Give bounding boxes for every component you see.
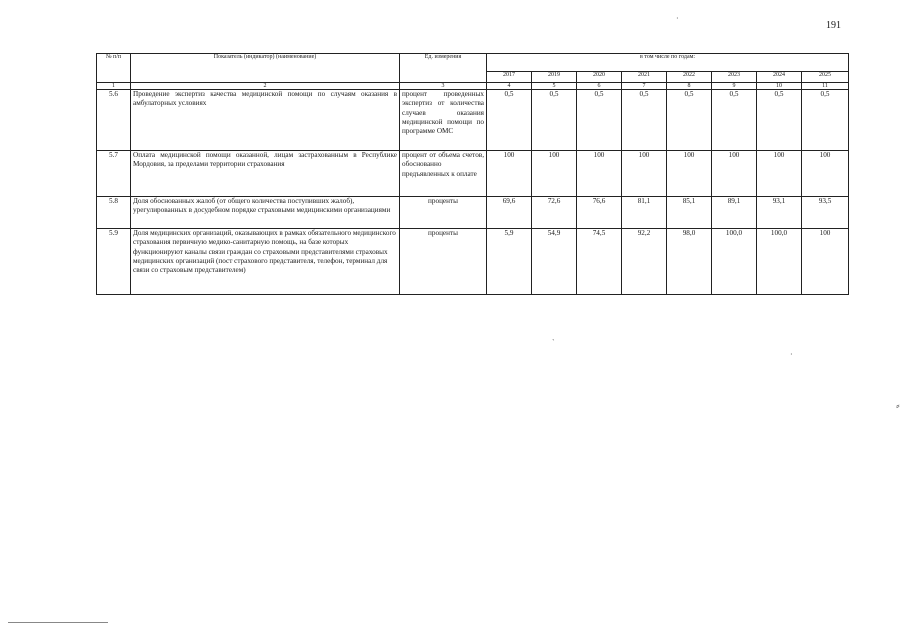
row-value: 100,0 (757, 229, 802, 295)
row-value: 100 (487, 151, 532, 197)
row-value: 98,0 (667, 229, 712, 295)
header-year: 2020 (577, 72, 622, 83)
row-num: 5.9 (97, 229, 131, 295)
row-unit: проценты (400, 229, 487, 295)
row-value: 100 (757, 151, 802, 197)
header-year: 2019 (532, 72, 577, 83)
column-index: 5 (532, 83, 577, 90)
row-name: Доля обоснованных жалоб (от общего количества поступивших жалоб), урегулированных в досудебном порядке страховыми медицинскими организациями (131, 197, 400, 229)
row-unit: процент от объема счетов, обоснованно предъявленных к оплате (400, 151, 487, 197)
header-year: 2023 (712, 72, 757, 83)
header-num: № п/п (97, 54, 131, 83)
row-value: 0,5 (757, 90, 802, 151)
header-year: 2022 (667, 72, 712, 83)
row-value: 74,5 (577, 229, 622, 295)
table-row (97, 229, 849, 295)
header-unit: Ед. измерения (400, 54, 487, 83)
row-value: 92,2 (622, 229, 667, 295)
column-index: 10 (757, 83, 802, 90)
row-unit: проценты (400, 197, 487, 229)
column-index: 2 (131, 83, 400, 90)
table-row (97, 90, 849, 151)
header-year: 2021 (622, 72, 667, 83)
row-value: 0,5 (532, 90, 577, 151)
row-value: 100 (622, 151, 667, 197)
row-num: 5.8 (97, 197, 131, 229)
row-num: 5.7 (97, 151, 131, 197)
row-value: 100 (532, 151, 577, 197)
header-years-caption: в том числе по годам: (487, 54, 849, 72)
row-value: 5,9 (487, 229, 532, 295)
column-index-row (97, 83, 849, 90)
row-value: 81,1 (622, 197, 667, 229)
header-year: 2017 (487, 72, 532, 83)
row-name: Оплата медицинской помощи оказанной, лицам застрахованным в Республике Мордовия, за пределами территории страхования (131, 151, 400, 197)
column-index: 11 (802, 83, 849, 90)
table-row (97, 151, 849, 197)
row-value: 100 (577, 151, 622, 197)
column-index: 3 (400, 83, 487, 90)
column-index: 7 (622, 83, 667, 90)
header-year: 2024 (757, 72, 802, 83)
scan-line (8, 622, 108, 623)
row-value: 100 (667, 151, 712, 197)
scan-speck: ˋ (552, 338, 555, 347)
row-value: 100 (802, 151, 849, 197)
column-index: 8 (667, 83, 712, 90)
row-value: 72,6 (532, 197, 577, 229)
row-value: 93,5 (802, 197, 849, 229)
row-value: 100 (802, 229, 849, 295)
row-value: 69,6 (487, 197, 532, 229)
row-value: 0,5 (802, 90, 849, 151)
row-name: Проведение экспертиз качества медицинской помощи по случаям оказания в амбулаторных условиях (131, 90, 400, 151)
scan-speck: · (676, 14, 679, 23)
row-value: 0,5 (487, 90, 532, 151)
row-value: 0,5 (712, 90, 757, 151)
row-value: 54,9 (532, 229, 577, 295)
row-value: 100 (712, 151, 757, 197)
row-value: 85,1 (667, 197, 712, 229)
row-value: 0,5 (622, 90, 667, 151)
column-index: 9 (712, 83, 757, 90)
row-value: 89,1 (712, 197, 757, 229)
column-index: 1 (97, 83, 131, 90)
page-number: 191 (826, 20, 841, 31)
scan-speck: · (790, 350, 793, 359)
row-unit: процент проведенных экспертиз от количества случаев оказания медицинской помощи по программе ОМС (400, 90, 487, 151)
row-value: 0,5 (577, 90, 622, 151)
row-value: 0,5 (667, 90, 712, 151)
indicators-table (96, 53, 849, 295)
row-name: Доля медицинских организаций, оказывающих в рамках обязательного медицинского страхования первичную медико-санитарную помощь, на базе которых функционируют каналы связи граждан со страховыми представителями страховых медицинских организаций (пост страхового представителя, телефон, терминал для связи со страховым представителем) (131, 229, 400, 295)
table-row (97, 197, 849, 229)
column-index: 4 (487, 83, 532, 90)
row-value: 100,0 (712, 229, 757, 295)
scan-speck: ⸗ (896, 400, 900, 412)
header-year: 2025 (802, 72, 849, 83)
row-value: 76,6 (577, 197, 622, 229)
row-num: 5.6 (97, 90, 131, 151)
column-index: 6 (577, 83, 622, 90)
row-value: 93,1 (757, 197, 802, 229)
header-indicator: Показатель (индикатор) (наименование) (131, 54, 400, 83)
